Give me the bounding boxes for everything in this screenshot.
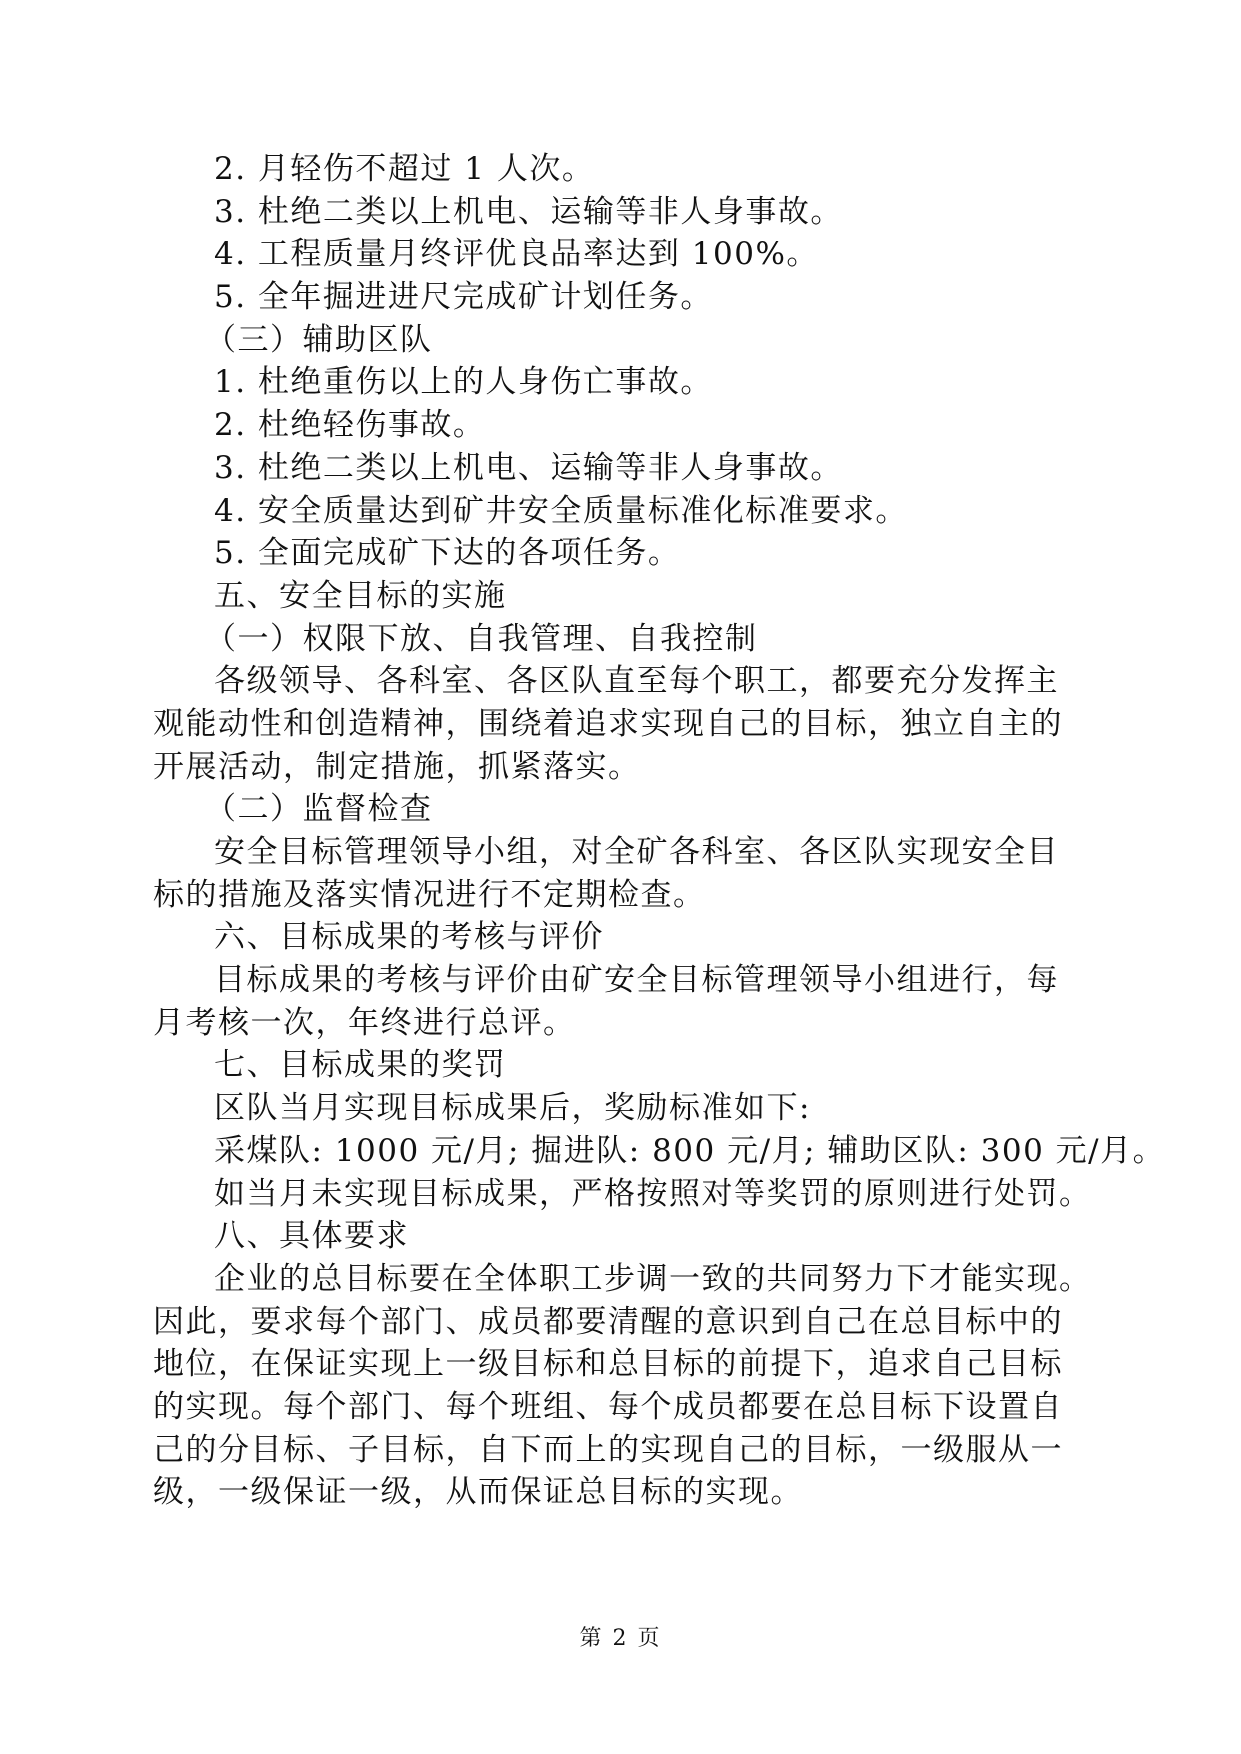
text-line: 如当月未实现目标成果，严格按照对等奖罚的原则进行处罚。 [214,1175,1092,1212]
text-line: 2. 月轻伤不超过 1 人次。 [214,151,595,187]
text-line: 1. 杜绝重伤以上的人身伤亡事故。 [214,364,713,401]
text-line: 己的分目标、子目标，自下而上的实现自己的目标，一级服从一 [153,1431,1063,1468]
text-line: 4. 安全质量达到矿井安全质量标准化标准要求。 [214,492,908,529]
document-body [153,148,1166,1514]
text-line: （三）辅助区队 [205,321,433,358]
text-line: 各级领导、各科室、各区队直至每个职工，都要充分发挥主 [214,663,1059,700]
page-number: 第 2 页 [579,1626,662,1651]
text-line: 2. 杜绝轻伤事故。 [214,407,486,444]
text-line: 月考核一次，年终进行总评。 [153,1004,576,1041]
text-line: 企业的总目标要在全体职工步调一致的共同努力下才能实现。 [214,1260,1092,1297]
text-line: 观能动性和创造精神，围绕着追求实现自己的目标，独立自主的 [153,705,1063,742]
text-line: 地位，在保证实现上一级目标和总目标的前提下，追求自己目标 [153,1346,1063,1383]
text-line: 开展活动，制定措施，抓紧落实。 [153,748,641,785]
text-line: 3. 杜绝二类以上机电、运输等非人身事故。 [214,449,843,486]
text-line: 级，一级保证一级，从而保证总目标的实现。 [153,1474,803,1511]
text-line: 5. 全年掘进进尺完成矿计划任务。 [214,279,713,316]
text-line: 4. 工程质量月终评优良品率达到 100%。 [214,236,819,273]
text-line: （二）监督检查 [205,791,433,828]
text-line: 采煤队: 1000 元/月; 掘进队: 800 元/月; 辅助区队: 300 元/月。 [214,1132,1166,1169]
text-line: 七、目标成果的奖罚 [214,1047,507,1084]
text-line: 八、具体要求 [214,1218,409,1255]
text-line: 的实现。每个部门、每个班组、每个成员都要在总目标下设置自 [153,1388,1063,1425]
text-line: 标的措施及落实情况进行不定期检查。 [153,876,706,913]
text-line: 六、目标成果的考核与评价 [214,919,604,956]
text-line: 安全目标管理领导小组，对全矿各科室、各区队实现安全目 [214,834,1059,870]
text-line: （一）权限下放、自我管理、自我控制 [205,620,758,657]
text-line: 目标成果的考核与评价由矿安全目标管理领导小组进行，每 [214,962,1059,999]
text-line: 五、安全目标的实施 [214,577,507,614]
text-line: 3. 杜绝二类以上机电、运输等非人身事故。 [214,193,843,230]
text-line: 因此，要求每个部门、成员都要清醒的意识到自己在总目标中的 [153,1303,1063,1340]
text-line: 5. 全面完成矿下达的各项任务。 [214,535,681,572]
text-line: 区队当月实现目标成果后，奖励标准如下: [214,1090,811,1127]
